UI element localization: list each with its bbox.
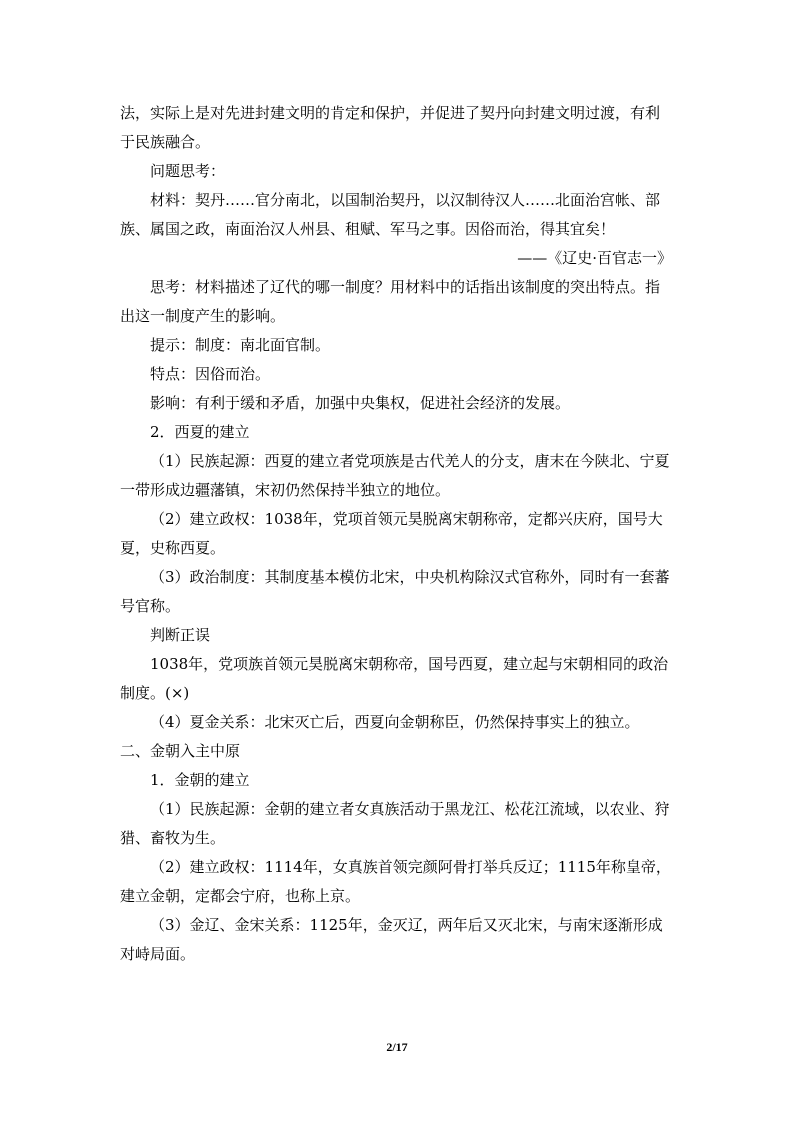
section-heading: 2．西夏的建立 — [150, 423, 250, 441]
source-citation: ——《辽史·百官志一》 — [517, 249, 672, 267]
paragraph: （1）民族起源：西夏的建立者党项族是古代羌人的分支，唐末在今陕北、宁夏一带形成边疆藩镇，宋初仍然保持半独立的地位。 — [120, 452, 670, 499]
impact: 影响：有利于缓和矛盾，加强中央集权，促进社会经济的发展。 — [150, 394, 571, 412]
paragraph: （3）政治制度：其制度基本模仿北宋，中央机构除汉式官称外，同时有一套蕃号官称。 — [120, 568, 670, 615]
paragraph: 问题思考： — [150, 162, 226, 180]
source-material: 材料：契丹……官分南北，以国制治契丹，以汉制待汉人……北面治宫帐、部族、属国之政，南面治汉人州县、租赋、军马之事。因俗而治，得其宜矣！ — [120, 191, 661, 238]
chapter-heading: 二、金朝入主中原 — [120, 742, 241, 760]
question: 思考：材料描述了辽代的哪一制度？用材料中的话指出该制度的突出特点。指出这一制度产生的影响。 — [120, 278, 661, 325]
judgment-item: 1038年，党项族首领元昊脱离宋朝称帝，国号西夏，建立起与宋朝相同的政治制度。(×) — [120, 655, 669, 702]
paragraph: （3）金辽、金宋关系：1125年，金灭辽，两年后又灭北宋，与南宋逐渐形成对峙局面。 — [120, 916, 663, 963]
paragraph: （4）夏金关系：北宋灭亡后，西夏向金朝称臣，仍然保持事实上的独立。 — [150, 713, 640, 731]
document-body — [120, 99, 672, 969]
paragraph: （2）建立政权：1114年，女真族首领完颜阿骨打举兵反辽；1115年称皇帝，建立金朝，定都会宁府，也称上京。 — [120, 858, 671, 905]
page-number: 2/17 — [386, 1040, 408, 1054]
judgment-heading: 判断正误 — [150, 626, 211, 644]
hint: 提示：制度：南北面官制。 — [150, 336, 331, 354]
section-heading: 1．金朝的建立 — [150, 771, 250, 789]
paragraph: （1）民族起源：金朝的建立者女真族活动于黑龙江、松花江流域，以农业、狩猎、畜牧为生。 — [120, 800, 670, 847]
paragraph: 法，实际上是对先进封建文明的肯定和保护，并促进了契丹向封建文明过渡，有利于民族融合。 — [120, 104, 661, 151]
feature: 特点：因俗而治。 — [150, 365, 271, 383]
paragraph: （2）建立政权：1038年，党项首领元昊脱离宋朝称帝，定都兴庆府，国号大夏，史称西夏。 — [120, 510, 663, 557]
